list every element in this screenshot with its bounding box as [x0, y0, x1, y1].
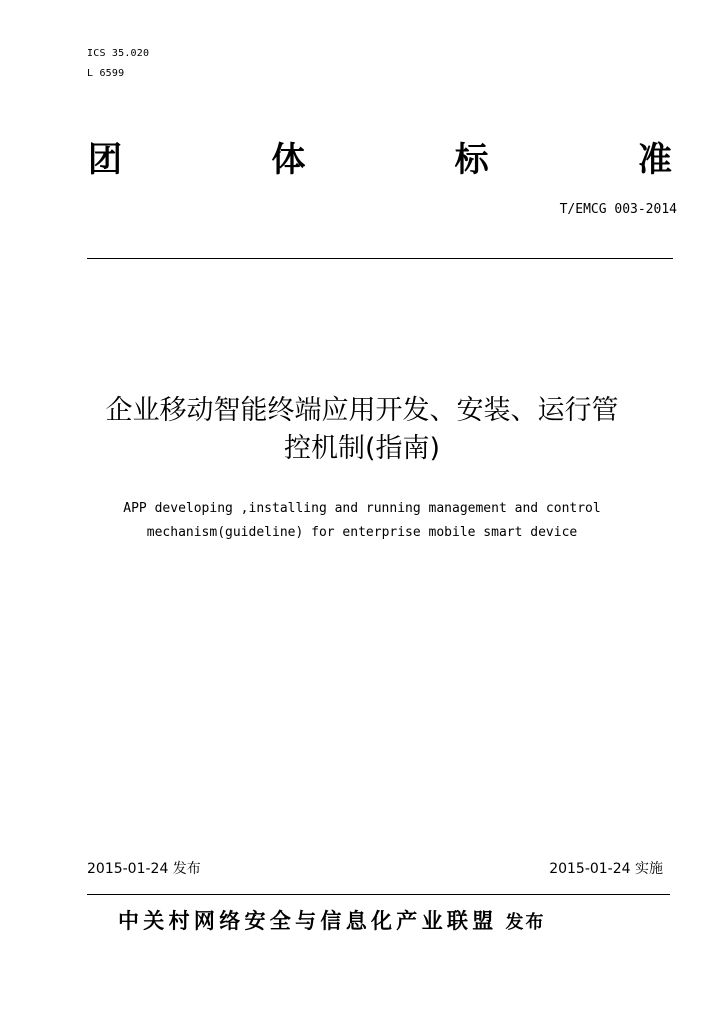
implementation-date: 2015-01-24 实施 — [549, 861, 663, 877]
standard-number: T/EMCG 003-2014 — [559, 202, 677, 217]
issuer-line — [118, 906, 546, 938]
bottom-divider — [87, 894, 670, 895]
top-divider — [87, 258, 673, 259]
issuer-name: 中关村网络安全与信息化产业联盟 — [118, 909, 498, 933]
chinese-title-line-1: 企业移动智能终端应用开发、安装、运行管 — [105, 395, 619, 426]
issued-label: 发布 — [505, 912, 546, 933]
ics-code: ICS 35.020 — [87, 48, 150, 59]
standard-type-char: 标 — [454, 140, 489, 180]
standard-type-char: 准 — [637, 140, 672, 180]
standard-type-char: 团 — [88, 140, 122, 180]
english-title-line-1: APP developing ,installing and running management and control — [123, 501, 601, 516]
english-title-line-2: mechanism(guideline) for enterprise mobile smart device — [146, 525, 578, 540]
publish-date: 2015-01-24 发布 — [87, 861, 201, 877]
standard-type-char: 体 — [271, 140, 306, 180]
ccs-code: L 6599 — [87, 68, 125, 79]
chinese-title-line-2: 控机制(指南) — [283, 433, 441, 464]
standard-type-heading — [88, 138, 672, 182]
